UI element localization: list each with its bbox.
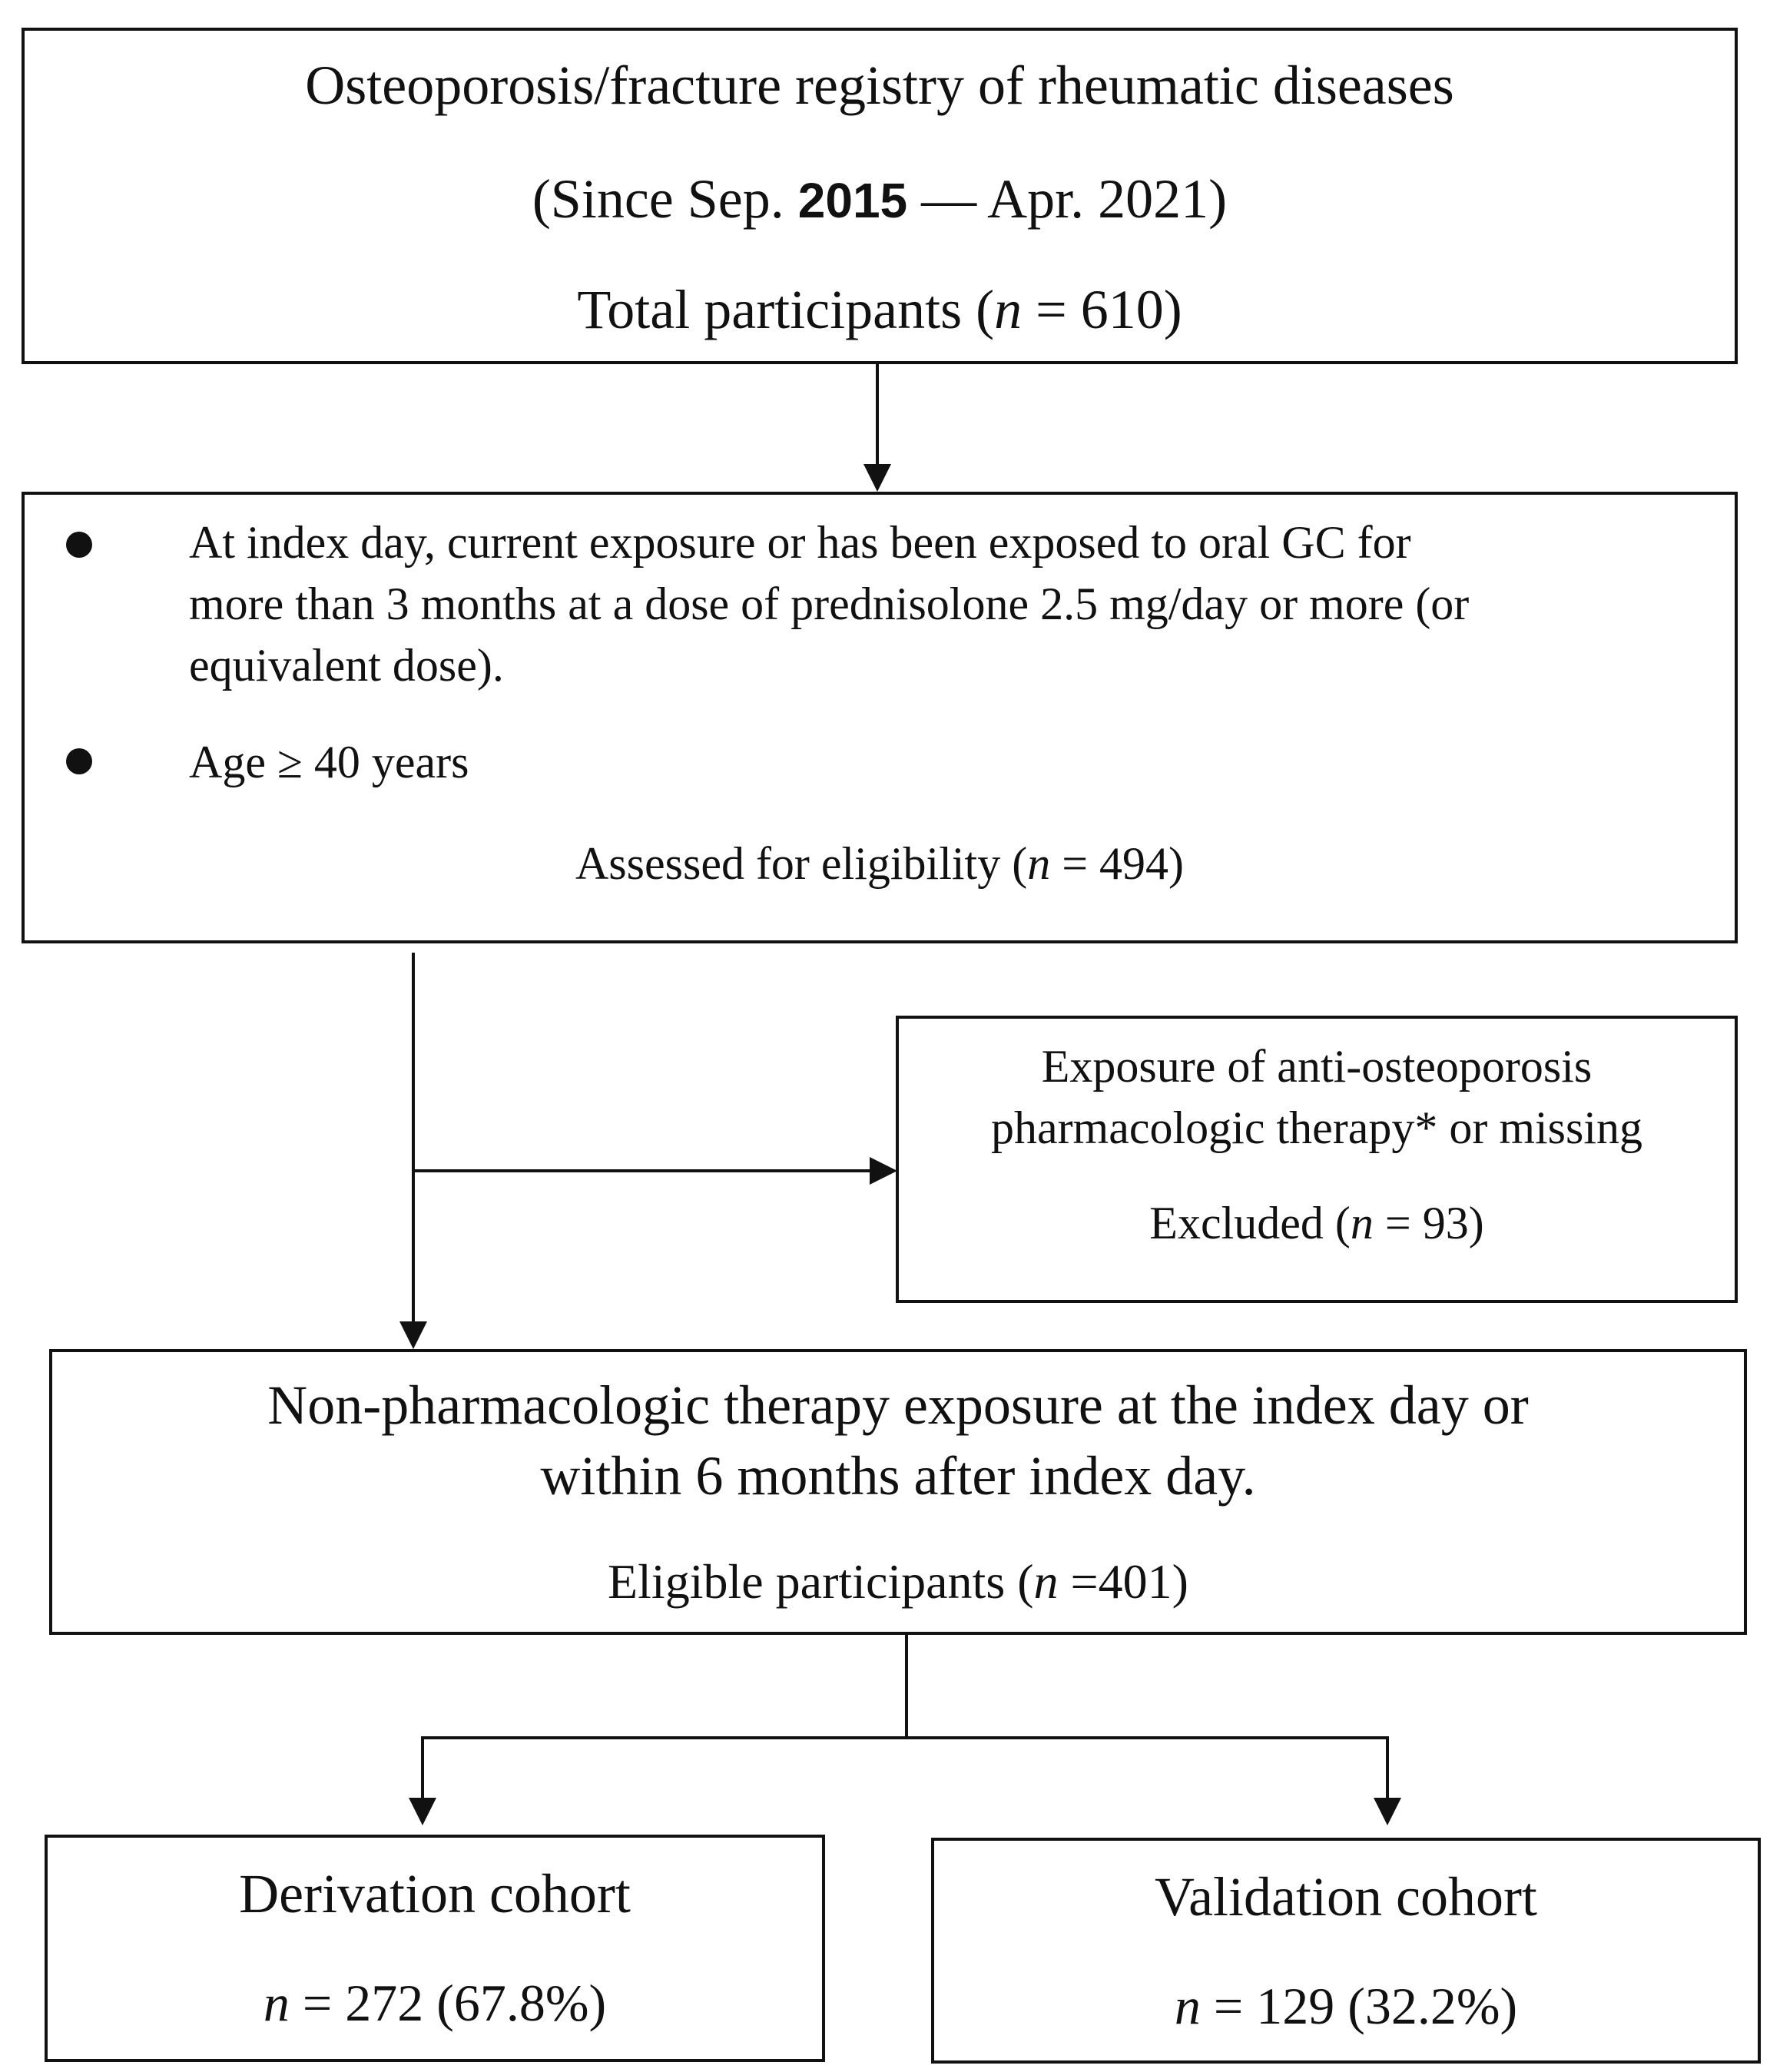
split-connector-horizontal [421, 1736, 1389, 1739]
derivation-n: n [263, 1974, 290, 2032]
eligible-description-line-1: Non-pharmacologic therapy exposure at the index day or [267, 1374, 1529, 1436]
derivation-cohort-count [48, 1973, 822, 2034]
arrow-to-derivation-shaft [421, 1736, 424, 1801]
excluded-reason-line-1: Exposure of anti-osteoporosis [1041, 1041, 1593, 1092]
criteria-1-line-1: At index day, current exposure or has been exposed to oral GC for [189, 517, 1411, 568]
criteria-1-line-2: more than 3 months at a dose of prednisolone 2.5 mg/day or more (or [189, 579, 1470, 629]
arrow-to-excluded-shaft [412, 1169, 871, 1172]
assessed-n: n [1027, 838, 1051, 889]
excluded-n: n [1350, 1198, 1374, 1248]
total-participants-value: = 610) [1022, 279, 1182, 340]
total-participants-n: n [994, 279, 1023, 340]
validation-n: n [1174, 1977, 1201, 2035]
validation-cohort-box [931, 1838, 1761, 2064]
eligible-box [49, 1349, 1747, 1635]
excluded-box [896, 1016, 1738, 1303]
derivation-value: = 272 (67.8%) [289, 1974, 607, 2032]
arrow-criteria-to-eligible-shaft [412, 953, 415, 1321]
registry-period-start: (Since Sep. [532, 168, 798, 230]
excluded-count [899, 1197, 1735, 1250]
arrow-to-derivation-head [409, 1798, 436, 1825]
bullet-2-icon [66, 748, 92, 774]
excluded-value: = 93) [1373, 1198, 1484, 1248]
excluded-label: Excluded ( [1149, 1198, 1351, 1248]
excluded-reason-line-2: pharmacologic therapy* or missing [990, 1102, 1643, 1153]
validation-value: = 129 (32.2%) [1200, 1977, 1518, 2035]
derivation-cohort-box [45, 1835, 825, 2062]
split-connector-vertical [905, 1635, 908, 1738]
total-participants [25, 278, 1735, 342]
assessed-for-eligibility [25, 837, 1735, 890]
registry-period-end: — Apr. 2021) [907, 168, 1228, 230]
registry-title: Osteoporosis/fracture registry of rheumatic diseases [305, 55, 1454, 116]
derivation-cohort-title: Derivation cohort [239, 1863, 631, 1924]
assessed-label: Assessed for eligibility ( [575, 838, 1028, 889]
registry-period-year: 2015 [797, 173, 908, 228]
criteria-box [22, 492, 1738, 943]
assessed-value: = 494) [1050, 838, 1185, 889]
eligible-n: n [1033, 1554, 1059, 1609]
arrow-registry-to-criteria-head [863, 464, 891, 492]
eligible-participants [52, 1553, 1744, 1610]
arrow-registry-to-criteria-shaft [876, 364, 879, 470]
total-participants-label: Total participants ( [577, 279, 995, 340]
criteria-2-line-1: Age ≥ 40 years [189, 737, 469, 787]
eligible-value: =401) [1058, 1554, 1188, 1609]
registry-box [22, 28, 1738, 364]
eligible-description-line-2: within 6 months after index day. [540, 1445, 1256, 1507]
arrow-criteria-to-eligible-head [399, 1321, 427, 1349]
eligible-label: Eligible participants ( [608, 1554, 1034, 1609]
arrow-to-excluded-head [870, 1157, 897, 1185]
validation-cohort-count [934, 1976, 1758, 2037]
criteria-1-line-3: equivalent dose). [189, 640, 504, 691]
validation-cohort-title: Validation cohort [1155, 1866, 1537, 1928]
registry-period [25, 167, 1735, 231]
bullet-1-icon [66, 532, 92, 558]
arrow-to-validation-head [1374, 1798, 1401, 1825]
arrow-to-validation-shaft [1386, 1736, 1389, 1801]
